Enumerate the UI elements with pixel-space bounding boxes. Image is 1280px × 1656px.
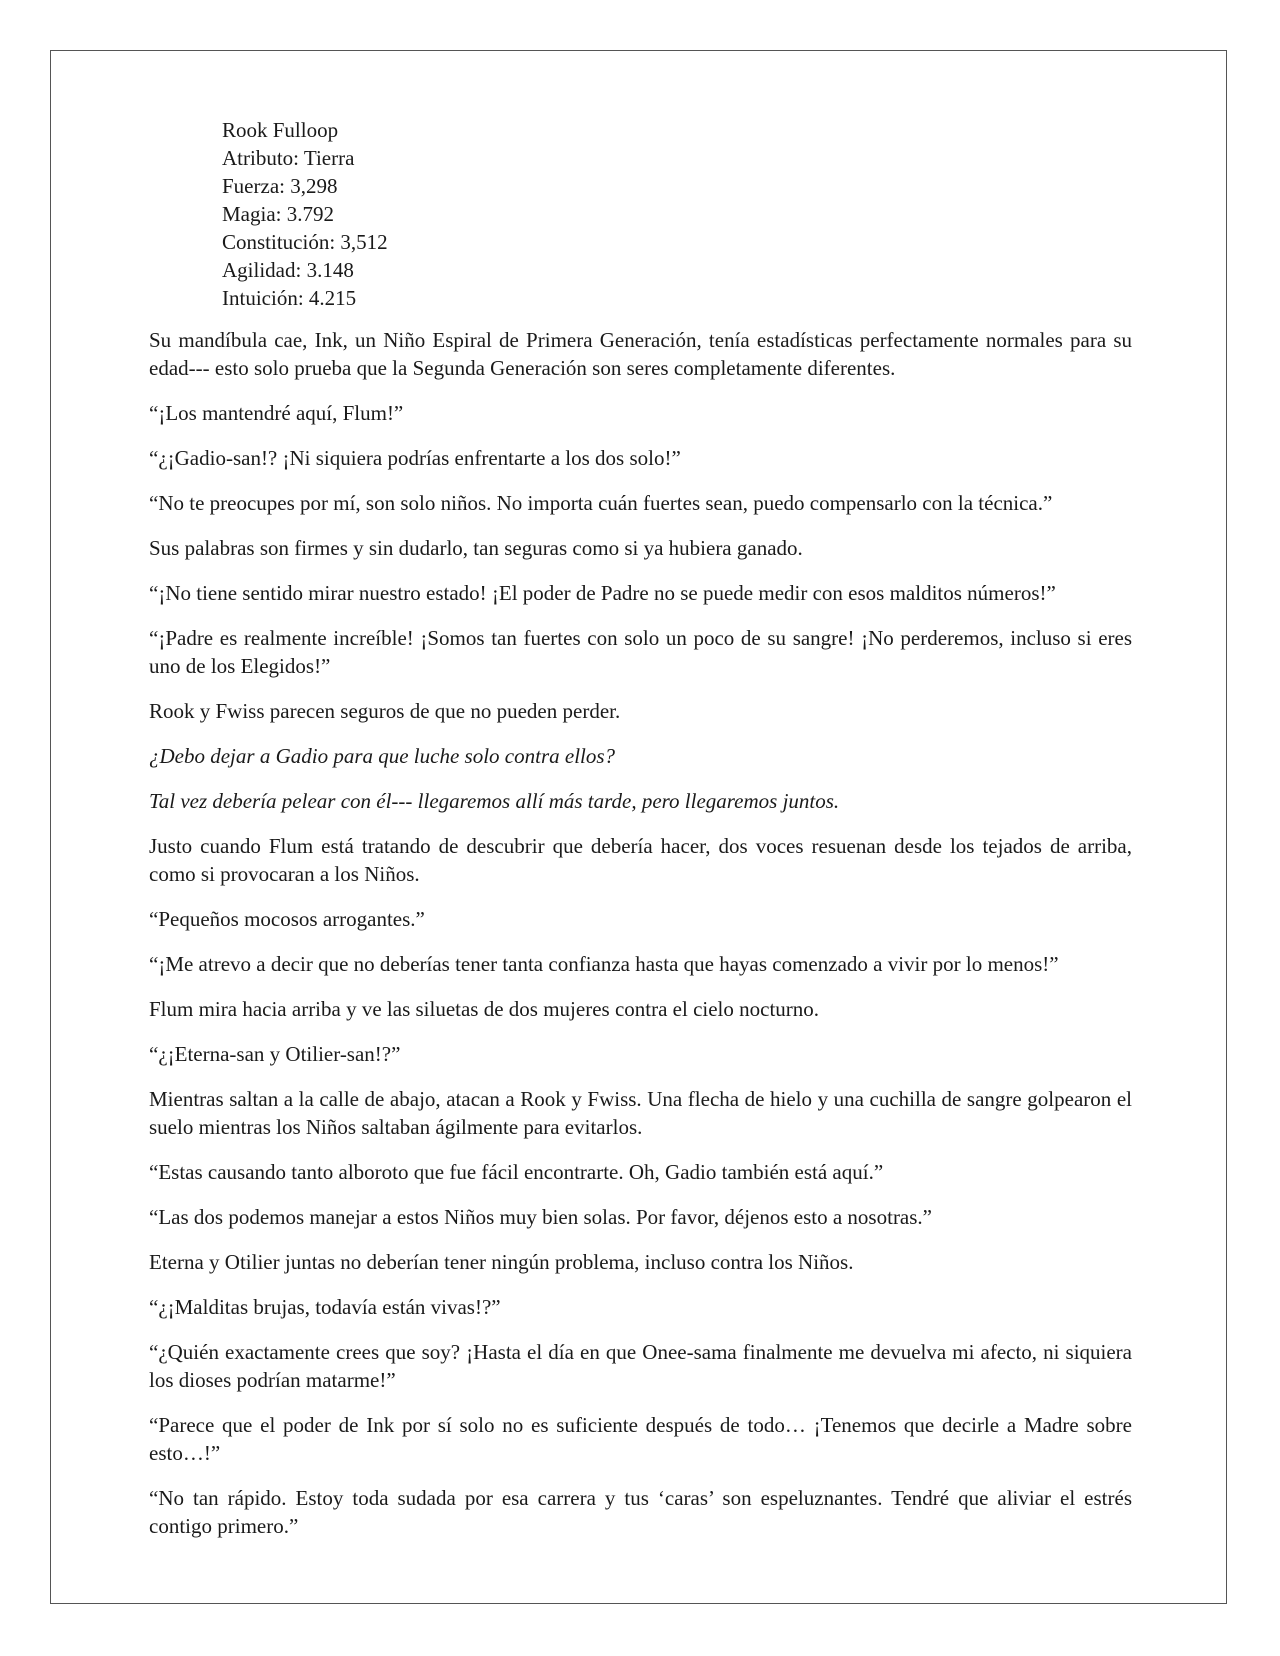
body-paragraph: Su mandíbula cae, Ink, un Niño Espiral de Primera Generación, tenía estadísticas perfectamente normales para su edad--- esto solo prueba que la Segunda Generación son seres completamente diferentes. — [149, 328, 1132, 380]
stat-intuition: Intuición: 4.215 — [222, 286, 357, 310]
body-paragraph: “¡No tiene sentido mirar nuestro estado! ¡El poder de Padre no se puede medir con esos malditos números!” — [149, 581, 1056, 605]
stat-name: Rook Fulloop — [222, 118, 339, 142]
body-paragraph: Justo cuando Flum está tratando de descubrir que debería hacer, dos voces resuenan desde los tejados de arriba, como si provocaran a los Niños. — [149, 834, 1132, 886]
body-paragraph: “¡Los mantendré aquí, Flum!” — [149, 401, 404, 425]
character-stat-block — [222, 116, 1132, 312]
document-body — [149, 116, 1132, 1557]
body-paragraph: “¿¡Eterna-san y Otilier-san!?” — [149, 1042, 401, 1066]
body-paragraph: “Las dos podemos manejar a estos Niños muy bien solas. Por favor, déjenos esto a nosotras.” — [149, 1205, 932, 1229]
body-paragraph: “¿Quién exactamente crees que soy? ¡Hasta el día en que Onee-sama finalmente me devuelva mi afecto, ni siquiera los dioses podrían matarme!” — [149, 1340, 1132, 1392]
body-paragraph: Rook y Fwiss parecen seguros de que no pueden perder. — [149, 699, 621, 723]
body-paragraph: “Parece que el poder de Ink por sí solo no es suficiente después de todo… ¡Tenemos que decirle a Madre sobre esto…!” — [149, 1413, 1132, 1465]
body-paragraph: “¡Me atrevo a decir que no deberías tener tanta confianza hasta que hayas comenzado a vivir por lo menos!” — [149, 952, 1059, 976]
body-paragraph: “No te preocupes por mí, son solo niños. No importa cuán fuertes sean, puedo compensarlo con la técnica.” — [149, 491, 1053, 515]
body-paragraph: “Pequeños mocosos arrogantes.” — [149, 907, 425, 931]
body-paragraph: Sus palabras son firmes y sin dudarlo, tan seguras como si ya hubiera ganado. — [149, 536, 803, 560]
italic-thought-paragraph: ¿Debo dejar a Gadio para que luche solo contra ellos? — [149, 744, 616, 768]
body-paragraph: “¿¡Malditas brujas, todavía están vivas!?” — [149, 1295, 501, 1319]
stat-magic: Magia: 3.792 — [222, 202, 334, 226]
body-paragraph: “Estas causando tanto alboroto que fue fácil encontrarte. Oh, Gadio también está aquí.” — [149, 1160, 884, 1184]
stat-agility: Agilidad: 3.148 — [222, 258, 354, 282]
stat-strength: Fuerza: 3,298 — [222, 174, 338, 198]
body-paragraph: “¡Padre es realmente increíble! ¡Somos tan fuertes con solo un poco de su sangre! ¡No perderemos, incluso si eres uno de los Elegidos!” — [149, 626, 1132, 678]
body-paragraph: Eterna y Otilier juntas no deberían tener ningún problema, incluso contra los Niños. — [149, 1250, 854, 1274]
stat-attribute: Atributo: Tierra — [222, 146, 355, 170]
body-paragraph: “No tan rápido. Estoy toda sudada por esa carrera y tus ‘caras’ son espeluznantes. Tendré que aliviar el estrés contigo primero.” — [149, 1486, 1132, 1538]
body-paragraph: Mientras saltan a la calle de abajo, atacan a Rook y Fwiss. Una flecha de hielo y una cuchilla de sangre golpearon el suelo mientras los Niños saltaban ágilmente para evitarlos. — [149, 1087, 1132, 1139]
italic-thought-paragraph: Tal vez debería pelear con él--- llegaremos allí más tarde, pero llegaremos juntos. — [149, 789, 840, 813]
stat-constitution: Constitución: 3,512 — [222, 230, 388, 254]
paragraph-list — [149, 326, 1132, 1540]
body-paragraph: Flum mira hacia arriba y ve las siluetas de dos mujeres contra el cielo nocturno. — [149, 997, 820, 1021]
body-paragraph: “¿¡Gadio-san!? ¡Ni siquiera podrías enfrentarte a los dos solo!” — [149, 446, 681, 470]
